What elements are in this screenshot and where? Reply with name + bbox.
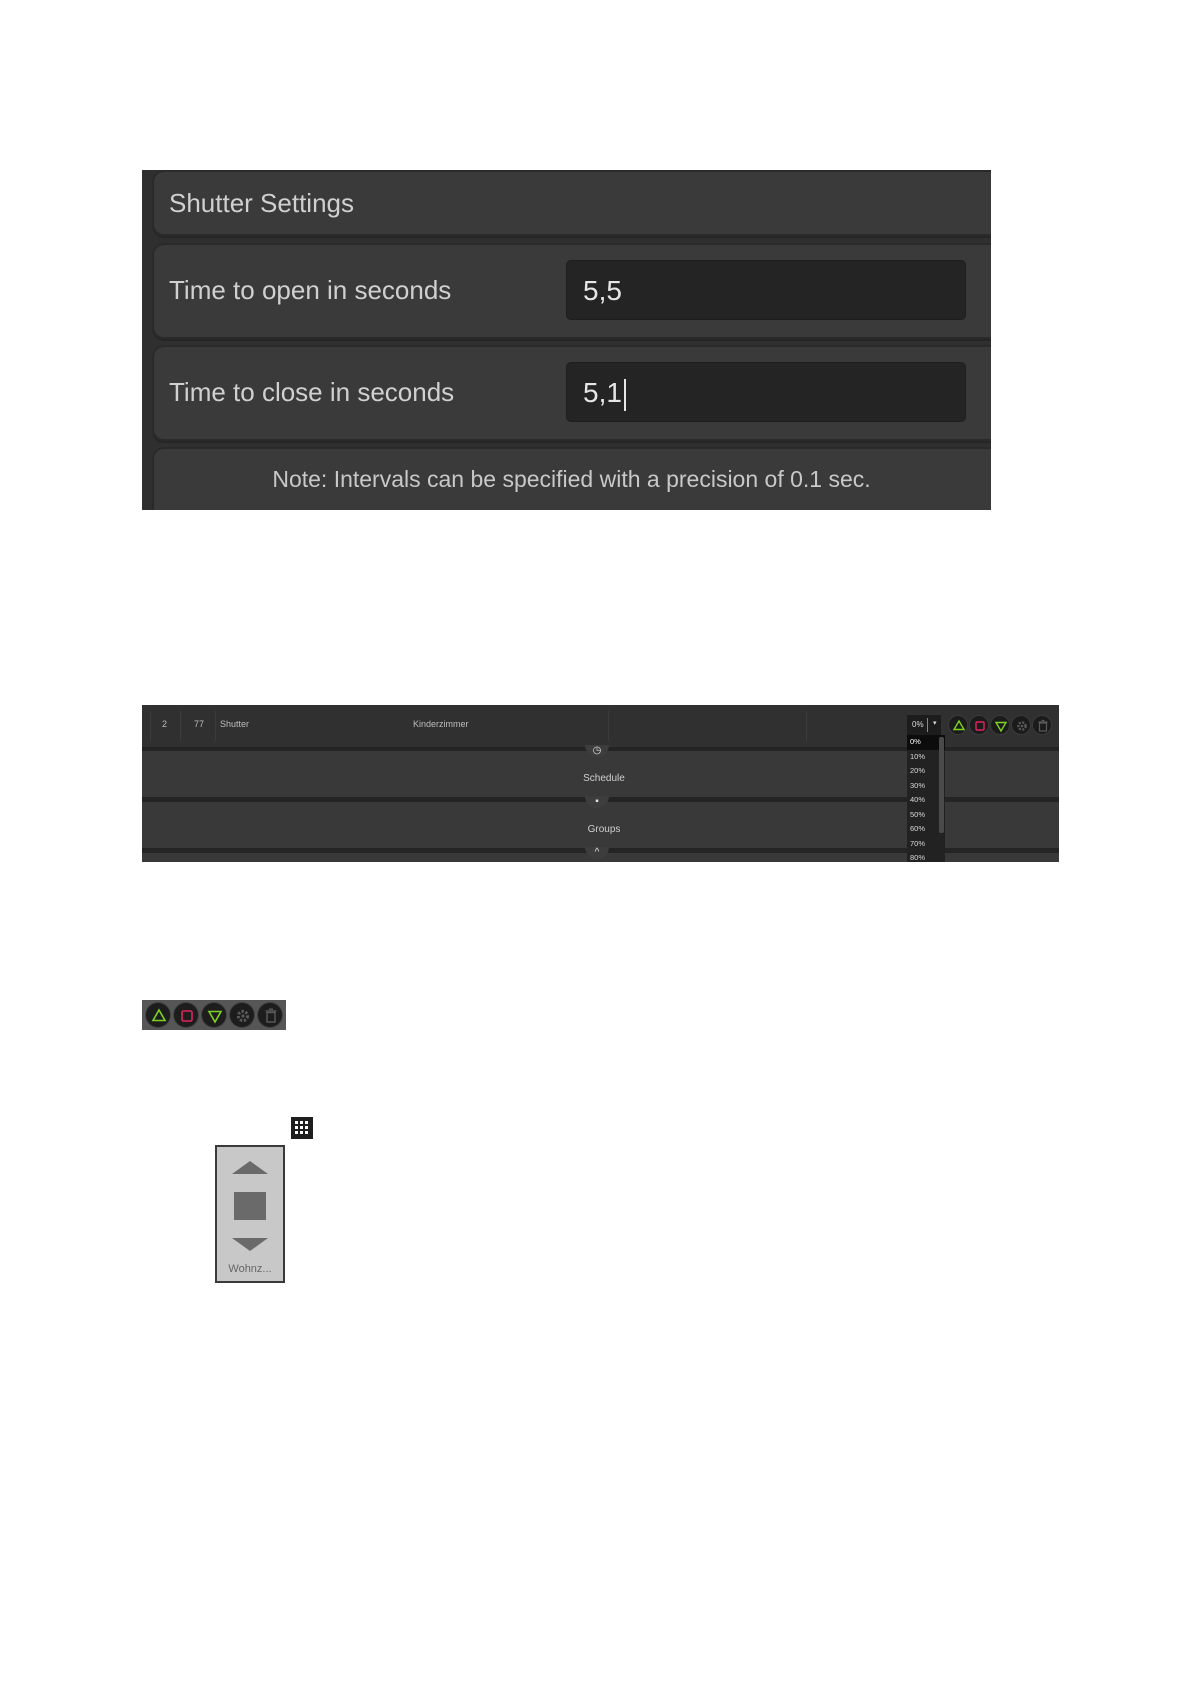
open-time-value: 5,5 bbox=[583, 275, 622, 306]
delete-button[interactable] bbox=[1032, 715, 1052, 735]
select-divider bbox=[927, 718, 928, 732]
device-type: Shutter bbox=[220, 719, 250, 729]
device-list-panel bbox=[142, 705, 1059, 862]
dropdown-option[interactable]: 80% bbox=[910, 853, 926, 862]
open-time-label: Time to open in seconds bbox=[169, 275, 452, 305]
device-room: Kinderzimmer bbox=[413, 719, 469, 729]
gear-icon bbox=[1012, 716, 1032, 736]
dropdown-option[interactable]: 50% bbox=[910, 809, 926, 819]
dropdown-option[interactable]: 40% bbox=[910, 795, 926, 804]
groups-label: Groups bbox=[587, 824, 621, 835]
triangle-up-icon bbox=[949, 716, 969, 736]
shutter-settings-panel bbox=[142, 170, 991, 510]
column-divider bbox=[150, 711, 151, 741]
open-time-row bbox=[152, 243, 991, 339]
dropdown-option[interactable]: 20% bbox=[910, 766, 926, 775]
dropdown-scrollbar[interactable] bbox=[939, 737, 944, 833]
schedule-label: Schedule bbox=[583, 773, 625, 784]
groups-tab[interactable] bbox=[585, 796, 609, 808]
grid-icon: ▪ bbox=[595, 796, 599, 807]
clock-icon: ◷ bbox=[592, 745, 602, 756]
open-button[interactable] bbox=[948, 715, 968, 735]
column-divider bbox=[215, 711, 216, 741]
widget-down-arrow-icon bbox=[232, 1238, 268, 1251]
expand-tab[interactable] bbox=[585, 847, 609, 859]
grid-icon[interactable] bbox=[291, 1117, 313, 1139]
open-time-input[interactable] bbox=[566, 260, 966, 320]
device-index: 2 bbox=[162, 719, 168, 729]
device-id: 77 bbox=[194, 719, 205, 729]
schedule-tab[interactable] bbox=[585, 745, 609, 757]
dropdown-option[interactable]: 0% bbox=[907, 735, 945, 750]
note-row bbox=[152, 447, 991, 510]
position-dropdown[interactable] bbox=[907, 735, 945, 862]
column-divider bbox=[806, 711, 807, 741]
close-time-row bbox=[152, 345, 991, 441]
column-divider bbox=[608, 711, 609, 741]
widget-controls bbox=[217, 1147, 283, 1281]
position-select-value: 0% bbox=[912, 720, 924, 729]
precision-note: Note: Intervals can be specified with a precision of 0.1 sec. bbox=[272, 466, 871, 492]
stop-button[interactable] bbox=[969, 715, 989, 735]
trash-icon bbox=[258, 1003, 284, 1029]
chevron-up-icon: ^ bbox=[594, 847, 600, 858]
settings-title: Shutter Settings bbox=[169, 188, 354, 218]
shutter-widget[interactable] bbox=[215, 1145, 285, 1283]
close-time-value: 5,1 bbox=[583, 377, 622, 408]
chevron-down-icon: ▾ bbox=[933, 720, 937, 727]
column-divider bbox=[180, 711, 181, 741]
delete-button[interactable] bbox=[257, 1002, 283, 1028]
settings-button[interactable] bbox=[1011, 715, 1031, 735]
square-stop-icon bbox=[970, 716, 990, 736]
settings-button[interactable] bbox=[229, 1002, 255, 1028]
dropdown-option[interactable]: 70% bbox=[910, 838, 926, 848]
triangle-down-icon bbox=[202, 1003, 228, 1029]
settings-header bbox=[152, 170, 991, 236]
triangle-down-icon bbox=[991, 716, 1011, 736]
stop-button[interactable] bbox=[173, 1002, 199, 1028]
text-caret bbox=[624, 379, 626, 411]
control-strip bbox=[142, 1000, 286, 1030]
dropdown-option[interactable]: 10% bbox=[910, 751, 926, 761]
triangle-up-icon bbox=[146, 1003, 172, 1029]
dropdown-option[interactable]: 30% bbox=[910, 780, 926, 790]
close-time-input[interactable] bbox=[566, 362, 966, 422]
close-time-label: Time to close in seconds bbox=[169, 377, 455, 407]
open-button[interactable] bbox=[145, 1002, 171, 1028]
close-button[interactable] bbox=[990, 715, 1010, 735]
trash-icon bbox=[1033, 716, 1053, 736]
widget-label: Wohnz... bbox=[228, 1263, 272, 1275]
square-stop-icon bbox=[174, 1003, 200, 1029]
widget-up-arrow-icon bbox=[232, 1161, 268, 1174]
position-select[interactable] bbox=[907, 715, 941, 735]
close-button[interactable] bbox=[201, 1002, 227, 1028]
gear-icon bbox=[230, 1003, 256, 1029]
dropdown-option[interactable]: 60% bbox=[910, 824, 926, 833]
widget-stop-icon bbox=[234, 1192, 266, 1220]
